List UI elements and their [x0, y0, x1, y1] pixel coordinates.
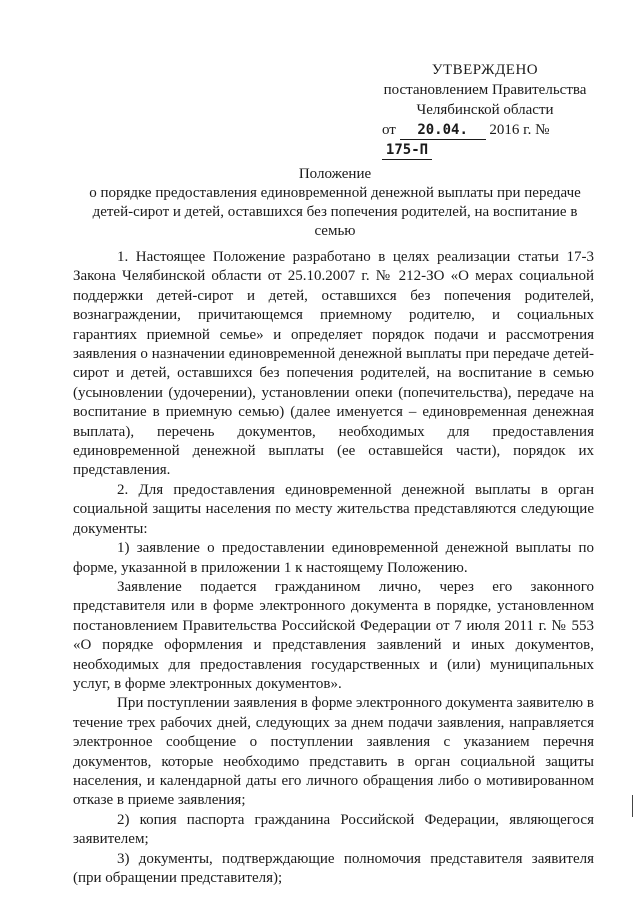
approval-line-1: постановлением Правительства — [383, 82, 587, 98]
paragraph: 3) документы, подтверждающие полномочия представителя заявителя (при обращении представителя); — [73, 850, 594, 886]
approval-title: УТВЕРЖДЕНО — [431, 62, 539, 78]
paragraph: Заявление подается гражданином лично, через его законного представителя или в форме электронного документа в порядке, установленном постановлением Правительства Российской Федерации от 7 июля 2011 г. № 553 «О порядке оформления и представления заявлений и иных документов, необходимых для предоставления государственных и (или) муниципальных услуг, в форме электронных документов». — [73, 578, 594, 692]
date-year: 2016 г. № — [489, 122, 550, 138]
paragraph: При поступлении заявления в форме электронного документа заявителю в течение трех рабочих дней, следующих за днем подачи заявления, направляется электронное сообщение о поступлении заявления с указанием перечня документов, которые необходимо представить в орган социальной защиты населения, и календарной даты его личного обращения либо о мотивированном отказе в приеме заявления; — [73, 695, 594, 809]
document-heading — [85, 165, 585, 241]
date-prefix: от — [382, 122, 396, 138]
approval-number: 175-П — [382, 142, 432, 160]
approval-date: 20.04. — [400, 122, 486, 140]
document-body — [73, 248, 594, 888]
paragraph: 1) заявление о предоставлении единовременной денежной выплаты по форме, указанной в приложении 1 к настоящему Положению. — [73, 540, 594, 576]
paragraph: 2) копия паспорта гражданина Российской Федерации, являющегося заявителем; — [73, 811, 594, 848]
scan-edge-mark — [632, 795, 633, 817]
approval-stamp — [380, 60, 590, 160]
document-subtitle: о порядке предоставления единовременной денежной выплаты при передаче детей-сирот и детей, оставшихся без попечения родителей, на воспитание в семью — [89, 185, 581, 239]
approval-date-line — [380, 120, 590, 160]
paragraph: 2. Для предоставления единовременной денежной выплаты в орган социальной защиты населения по месту жительства представляются следующие документы: — [73, 481, 594, 537]
paragraph: 1. Настоящее Положение разработано в целях реализации статьи 17-3 Закона Челябинской области от 25.10.2007 г. № 212-ЗО «О мерах социальной поддержки детей-сирот и детей, оставшихся без попечения родителей, вознаграждении, причитающемся приемному родителю, и социальных гарантиях приемной семье» и определяет порядок подачи и рассмотрения заявления о назначении единовременной денежной выплаты при передаче детей-сирот и детей, оставшихся без попечения родителей, на воспитание в семью (усыновлении (удочерении), установлении опеки (попечительства), передаче на воспитание в приемную семью) (далее именуется – единовременная денежная выплата), перечень документов, необходимых для предоставления единовременной денежной выплаты (ее оставшейся части), порядок их представления. — [73, 249, 594, 479]
approval-line-2: Челябинской области — [416, 102, 554, 118]
document-title: Положение — [298, 166, 372, 182]
